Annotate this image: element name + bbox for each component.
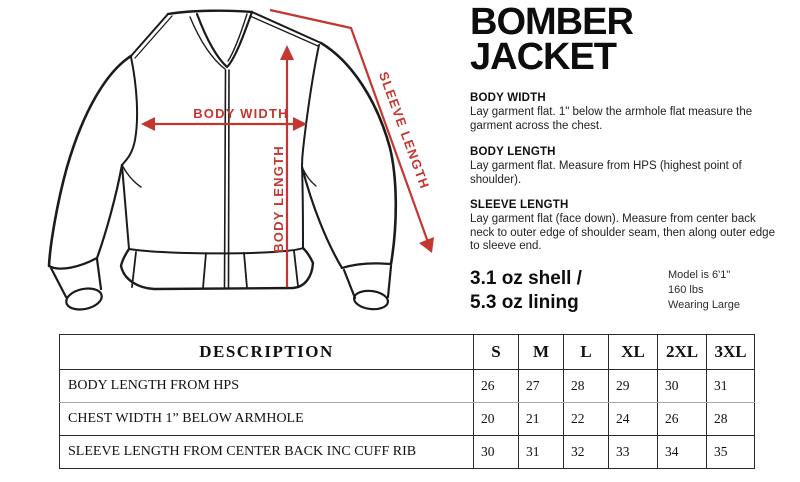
section-sleeve-length (470, 199, 782, 254)
section-body-length (470, 146, 782, 187)
table-row-sleeve-length (60, 436, 755, 469)
body-length-label: BODY LENGTH (271, 145, 286, 253)
model-weight: 160 lbs (668, 284, 704, 296)
cell-value: 28 (564, 370, 609, 403)
page-title (470, 1, 633, 78)
size-table (59, 334, 755, 469)
row-description: BODY LENGTH FROM HPS (60, 370, 474, 403)
header-size-s: S (474, 335, 519, 370)
cell-value: 22 (564, 403, 609, 436)
header-size-2xl: 2XL (658, 335, 707, 370)
fabric-lining: 5.3 oz lining (470, 292, 579, 313)
cell-value: 21 (519, 403, 564, 436)
row-description: CHEST WIDTH 1” BELOW ARMHOLE (60, 403, 474, 436)
cell-value: 33 (609, 436, 658, 469)
model-info (668, 268, 740, 313)
jacket-outline (49, 11, 396, 313)
sleeve-length-label: SLEEVE LENGTH (375, 69, 433, 192)
section-body-text: Lay garment flat (face down). Measure from center back neck to outer edge of shoulder seam, then along outer edge to sleeve end. (470, 213, 775, 252)
cell-value: 31 (519, 436, 564, 469)
cell-value: 35 (707, 436, 755, 469)
section-heading: BODY LENGTH (470, 146, 556, 158)
row-description: SLEEVE LENGTH FROM CENTER BACK INC CUFF RIB (60, 436, 474, 469)
cell-value: 28 (707, 403, 755, 436)
model-height: Model is 6'1" (668, 269, 731, 281)
cell-value: 30 (474, 436, 519, 469)
page-title-line2: JACKET (470, 36, 617, 78)
model-size: Wearing Large (668, 299, 740, 311)
section-heading: BODY WIDTH (470, 92, 546, 104)
cell-value: 26 (474, 370, 519, 403)
cell-value: 30 (658, 370, 707, 403)
header-size-m: M (519, 335, 564, 370)
fabric-weight (470, 267, 582, 315)
table-row-body-length (60, 370, 755, 403)
section-body-text: Lay garment flat. 1" below the armhole flat measure the garment across the chest. (470, 106, 753, 132)
cell-value: 20 (474, 403, 519, 436)
cell-value: 32 (564, 436, 609, 469)
section-heading: SLEEVE LENGTH (470, 199, 569, 211)
section-body-text: Lay garment flat. Measure from HPS (highest point of shoulder). (470, 160, 742, 186)
jacket-diagram (0, 0, 470, 332)
cell-value: 34 (658, 436, 707, 469)
cell-value: 31 (707, 370, 755, 403)
header-size-l: L (564, 335, 609, 370)
header-size-xl: XL (609, 335, 658, 370)
header-size-3xl: 3XL (707, 335, 755, 370)
body-width-label: BODY WIDTH (193, 106, 289, 121)
cell-value: 27 (519, 370, 564, 403)
cell-value: 29 (609, 370, 658, 403)
page-title-line1: BOMBER (470, 1, 633, 43)
cell-value: 24 (609, 403, 658, 436)
table-row-chest-width (60, 403, 755, 436)
size-table-header-row (60, 335, 755, 370)
section-body-width (470, 92, 782, 133)
cell-value: 26 (658, 403, 707, 436)
header-description: DESCRIPTION (60, 335, 474, 370)
fabric-shell: 3.1 oz shell / (470, 268, 582, 289)
